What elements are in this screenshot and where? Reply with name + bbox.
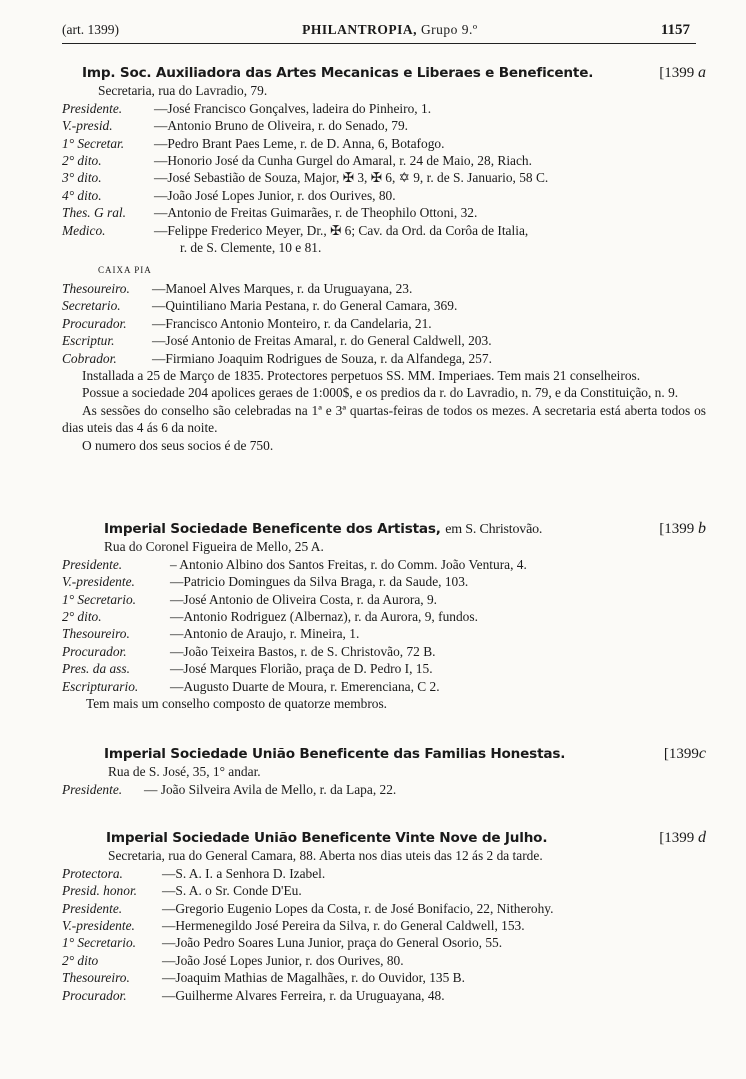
entry-number <box>659 829 706 847</box>
officer-role: Pres. da ass. <box>62 661 130 677</box>
entry-name-text: Imperial Sociedade Beneficente dos Artistas, <box>104 521 441 537</box>
officer-row <box>62 934 706 951</box>
entry-1399b <box>62 520 706 712</box>
officer-role: Procurador. <box>62 643 127 659</box>
entry-paragraph: Possue a sociedade 204 apolices geraes de 1:000$, e os predios da r. do Lavradio, n. 79, e da Constituição, n. 9. <box>82 385 679 401</box>
caixa-role: Secretario. <box>62 298 121 314</box>
running-header <box>62 22 690 42</box>
caixa-role: Thesoureiro. <box>62 280 130 296</box>
caixa-list <box>62 280 706 367</box>
officer-row <box>62 222 706 239</box>
officer-person: —S. A. I. a Senhora D. Izabel. <box>162 865 326 881</box>
officer-role: Presidente. <box>62 556 123 572</box>
entry-title <box>62 829 706 847</box>
caixa-person: —Francisco Antonio Monteiro, r. da Candelaria, 21. <box>152 315 432 331</box>
officer-row <box>62 187 706 204</box>
officer-row <box>62 556 706 573</box>
entry-name-tail: em S. Christovão. <box>445 522 543 537</box>
officer-row <box>62 573 706 590</box>
caixa-row <box>62 297 706 314</box>
officer-row <box>62 169 706 186</box>
entry-title <box>62 745 706 763</box>
entry-address: Rua do Coronel Figueira de Mello, 25 A. <box>104 539 324 555</box>
caixa-role: Procurador. <box>62 315 127 331</box>
officer-row <box>62 625 706 642</box>
page-number: 1157 <box>660 22 690 38</box>
officer-person: —Antonio Rodriguez (Albernaz), r. da Aurora, 9, fundos. <box>170 609 478 625</box>
officer-role: Medico. <box>62 222 106 238</box>
officer-role: 1° Secretario. <box>62 591 137 607</box>
entry-title <box>62 64 706 82</box>
officer-row <box>62 969 706 986</box>
officer-person: —João José Lopes Junior, r. dos Ourives, 80. <box>162 952 404 968</box>
caixa-role: Escriptur. <box>62 333 115 349</box>
header-rule <box>62 43 696 44</box>
officer-role: 3° dito. <box>62 170 102 186</box>
officer-row <box>62 917 706 934</box>
entry-note: Tem mais um conselho composto de quatorze membros. <box>86 696 388 712</box>
entry-letter: d <box>698 829 706 846</box>
officer-person: —João Pedro Soares Luna Junior, praça do General Osorio, 55. <box>162 935 503 951</box>
officer-role: Presidente. <box>62 781 123 797</box>
officer-row <box>62 678 706 695</box>
officer-person: —José Marques Florião, praça de D. Pedro I, 15. <box>170 661 433 677</box>
caixa-person: —Firmiano Joaquim Rodrigues de Souza, r. da Alfandega, 257. <box>152 350 492 366</box>
officer-row <box>62 781 706 798</box>
officer-row <box>62 608 706 625</box>
officer-row <box>62 987 706 1004</box>
caixa-role: Cobrador. <box>62 350 117 366</box>
officer-person: — João Silveira Avila de Mello, r. da Lapa, 22. <box>144 781 397 797</box>
officer-person: —Antonio de Araujo, r. Mineira, 1. <box>170 626 360 642</box>
officer-person: —Gregorio Eugenio Lopes da Costa, r. de José Bonifacio, 22, Nitherohy. <box>162 900 554 916</box>
officer-row <box>62 900 706 917</box>
officer-person: —João José Lopes Junior, r. dos Ourives, 80. <box>154 187 396 203</box>
header-article-ref: (art. 1399) <box>62 22 119 37</box>
entry-title <box>62 520 706 538</box>
entry-address: Secretaria, rua do Lavradio, 79. <box>98 83 268 99</box>
officer-role: 2° dito. <box>62 609 102 625</box>
officer-role: 2° dito. <box>62 153 102 169</box>
officer-person: – Antonio Albino dos Santos Freitas, r. do Comm. João Ventura, 4. <box>170 556 527 572</box>
caixa-person: —Manoel Alves Marques, r. da Uruguayana, 23. <box>152 280 413 296</box>
header-title-text: PHILANTROPIA, <box>302 22 418 37</box>
entry-number-text: [1399 <box>663 746 699 762</box>
entry-name: Imperial Sociedade União Beneficente Vinte Nove de Julho. <box>106 830 548 846</box>
officer-list <box>62 100 706 257</box>
entry-name: Imp. Soc. Auxiliadora das Artes Mecanicas e Liberaes e Beneficente. <box>82 65 594 81</box>
officer-role: Presidente. <box>62 900 123 916</box>
caixa-person: —José Antonio de Freitas Amaral, r. do General Caldwell, 203. <box>152 333 492 349</box>
officer-role: 4° dito. <box>62 187 102 203</box>
officer-row <box>62 591 706 608</box>
officer-role: Thesoureiro. <box>62 970 130 986</box>
officer-row <box>62 882 706 899</box>
officer-row <box>62 117 706 134</box>
officer-continuation: r. de S. Clemente, 10 e 81. <box>180 240 322 256</box>
officer-row <box>62 643 706 660</box>
officer-person: —Guilherme Alvares Ferreira, r. da Uruguayana, 48. <box>162 987 445 1003</box>
entry-number <box>664 745 706 763</box>
entry-name: Imperial Sociedade União Beneficente das Familias Honestas. <box>104 746 566 762</box>
officer-list <box>62 781 706 798</box>
entry-1399a <box>62 64 706 454</box>
officer-role: Presidente. <box>62 100 123 116</box>
officer-role: Thesoureiro. <box>62 626 130 642</box>
entry-address: Secretaria, rua do General Camara, 88. Aberta nos dias uteis das 12 ás 2 da tarde. <box>108 848 543 864</box>
officer-person: —Felippe Frederico Meyer, Dr., ✠ 6; Cav. da Ord. da Corôa de Italia, <box>154 222 529 238</box>
header-title <box>302 22 477 38</box>
entry-paragraph: Installada a 25 de Março de 1835. Protectores perpetuos SS. MM. Imperiaes. Tem mais 21 conselheiros. <box>82 367 641 383</box>
officer-role: 1° Secretar. <box>62 135 125 151</box>
officer-person: —Patricio Domingues da Silva Braga, r. da Saude, 103. <box>170 574 469 590</box>
entry-number <box>659 64 706 82</box>
entry-number <box>659 520 706 538</box>
caixa-pia-label: CAIXA PIA <box>98 265 152 276</box>
entry-number-text: [1399 <box>659 65 695 81</box>
officer-role: V.-presidente. <box>62 574 135 590</box>
officer-person: —Hermenegildo José Pereira da Silva, r. do General Caldwell, 153. <box>162 918 525 934</box>
officer-role: V.-presid. <box>62 118 113 134</box>
officer-role: Thes. G ral. <box>62 205 126 221</box>
officer-person: —Pedro Brant Paes Leme, r. de D. Anna, 6, Botafogo. <box>154 135 445 151</box>
officer-list <box>62 556 706 695</box>
officer-person: —Augusto Duarte de Moura, r. Emerenciana, C 2. <box>170 678 440 694</box>
entry-1399c <box>62 745 706 798</box>
officer-person: —Antonio Bruno de Oliveira, r. do Senado, 79. <box>154 118 409 134</box>
caixa-row <box>62 280 706 297</box>
officer-role: V.-presidente. <box>62 918 135 934</box>
caixa-row <box>62 350 706 367</box>
officer-person: —José Antonio de Oliveira Costa, r. da Aurora, 9. <box>170 591 438 607</box>
entry-letter: a <box>698 64 706 81</box>
officer-role: 2° dito <box>62 952 99 968</box>
caixa-person: —Quintiliano Maria Pestana, r. do General Camara, 369. <box>152 298 458 314</box>
caixa-row <box>62 315 706 332</box>
entry-number-text: [1399 <box>659 830 695 846</box>
officer-role: 1° Secretario. <box>62 935 137 951</box>
officer-row <box>62 952 706 969</box>
officer-person: —José Francisco Gonçalves, ladeira do Pinheiro, 1. <box>154 100 432 116</box>
officer-row <box>62 865 706 882</box>
entry-number-text: [1399 <box>659 521 695 537</box>
officer-role: Escripturario. <box>62 678 139 694</box>
officer-person: —Antonio de Freitas Guimarães, r. de Theophilo Ottoni, 32. <box>154 205 478 221</box>
officer-role: Procurador. <box>62 987 127 1003</box>
officer-row <box>62 204 706 221</box>
entry-name <box>104 521 542 538</box>
officer-person: —José Sebastião de Souza, Major, ✠ 3, ✠ 6, ✡ 9, r. de S. Januario, 58 C. <box>154 170 549 186</box>
caixa-row <box>62 332 706 349</box>
header-group: Grupo 9.º <box>420 22 478 37</box>
officer-row <box>62 152 706 169</box>
entry-1399d <box>62 829 706 1004</box>
officer-list <box>62 865 706 1004</box>
officer-person: —Joaquim Mathias de Magalhães, r. do Ouvidor, 135 B. <box>162 970 465 986</box>
officer-person: —S. A. o Sr. Conde D'Eu. <box>162 883 302 899</box>
officer-row <box>62 100 706 117</box>
officer-row <box>62 135 706 152</box>
officer-row <box>62 660 706 677</box>
officer-role: Protectora. <box>62 865 123 881</box>
entry-letter: b <box>698 520 706 537</box>
entry-paragraph: As sessões do conselho são celebradas na 1ª e 3ª quartas-feiras de todos os mezes. A secretaria está aberta todos os dias uteis das 4 ás 6 da noite. <box>62 402 706 436</box>
entry-address: Rua de S. José, 35, 1° andar. <box>108 764 261 780</box>
officer-role: Presid. honor. <box>62 883 138 899</box>
entry-paragraph: O numero dos seus socios é de 750. <box>82 437 274 453</box>
officer-person: —Honorio José da Cunha Gurgel do Amaral, r. 24 de Maio, 28, Riach. <box>154 153 532 169</box>
entry-letter: c <box>698 745 706 762</box>
officer-person: —João Teixeira Bastos, r. de S. Christovão, 72 B. <box>170 643 436 659</box>
